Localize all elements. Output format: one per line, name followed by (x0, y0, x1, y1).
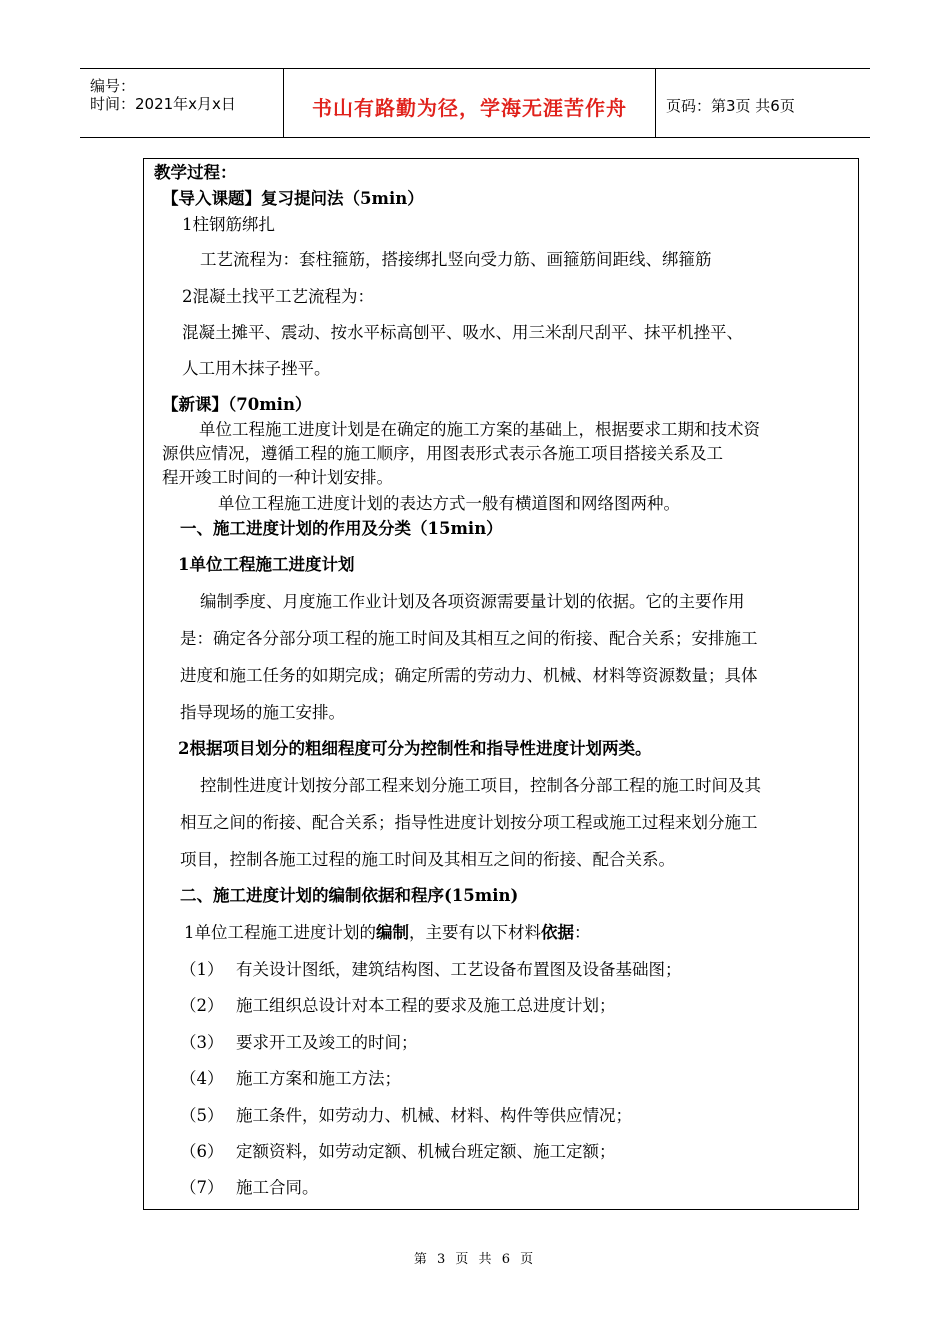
section1-p1-line4: 指导现场的施工安排。 (180, 703, 345, 722)
review-title: 【导入课题】复习提问法（5min） (162, 189, 424, 208)
section1-title: 一、施工进度计划的作用及分类（15min） (180, 519, 503, 538)
time-label: 时间：2021年x月x日 (90, 95, 236, 113)
review-item-2-text-line1: 混凝土摊平、震动、按水平标高刨平、吸水、用三米刮尺刮平、抹平机挫平、 (182, 323, 743, 342)
list-item-text: 定额资料，如劳动定额、机械台班定额、施工定额； (236, 1142, 616, 1161)
list-item-text: 施工方案和施工方法； (236, 1069, 401, 1088)
list-item-text: 施工条件，如劳动力、机械、材料、构件等供应情况； (236, 1106, 632, 1125)
section1-p1-line2: 是：确定各分部分项工程的施工时间及其相互之间的衔接、配合关系；安排施工 (180, 629, 758, 648)
list-item (180, 1178, 224, 1198)
list-item (180, 996, 224, 1016)
review-item-2: 2混凝土找平工艺流程为： (182, 287, 374, 306)
teaching-process-box (143, 158, 859, 1210)
list-item (180, 1106, 224, 1126)
section2-sub1-part-b: 编制 (376, 923, 409, 942)
section1-p2-line3: 项目，控制各施工过程的施工时间及其相互之间的衔接、配合关系。 (180, 850, 675, 869)
list-item (180, 1033, 224, 1053)
page-header (80, 68, 870, 138)
section1-p1-line3: 进度和施工任务的如期完成；确定所需的劳动力、机械、材料等资源数量；具体 (180, 666, 758, 685)
section2-sub1-part-c: ，主要有以下材料 (409, 923, 541, 942)
intro-line2: 源供应情况，遵循工程的施工顺序，用图表形式表示各施工项目搭接关系及工 (162, 444, 723, 463)
number-label: 编号： (90, 77, 136, 95)
section1-p2-line2: 相互之间的衔接、配合关系；指导性进度计划按分项工程或施工过程来划分施工 (180, 813, 758, 832)
intro-line3: 程开竣工时间的一种计划安排。 (162, 468, 393, 487)
header-meta-cell (80, 69, 284, 137)
list-item-text: 要求开工及竣工的时间； (236, 1033, 418, 1052)
list-item-number: （4） (180, 1069, 224, 1088)
review-item-2-text-line2: 人工用木抹子挫平。 (182, 359, 331, 378)
new-lesson-title: 【新课】（70min） (162, 395, 312, 414)
motto-text: 书山有路勤为径，学海无涯苦作舟 (312, 96, 627, 120)
intro-line1: 单位工程施工进度计划是在确定的施工方案的基础上，根据要求工期和技术资 (199, 420, 760, 439)
section2-sub1 (184, 923, 591, 943)
list-item (180, 960, 224, 980)
list-item-number: （3） (180, 1033, 224, 1052)
section2-sub1-part-d: 依据 (541, 923, 574, 942)
section1-sub2: 2根据项目划分的粗细程度可分为控制性和指导性进度计划两类。 (178, 739, 652, 758)
list-item-text: 施工合同。 (236, 1178, 319, 1197)
list-item-number: （6） (180, 1142, 224, 1161)
list-item-text: 有关设计图纸，建筑结构图、工艺设备布置图及设备基础图； (236, 960, 682, 979)
list-item (180, 1142, 224, 1162)
review-item-1: 1柱钢筋绑扎 (182, 215, 275, 234)
review-item-1-text: 工艺流程为：套柱箍筋，搭接绑扎竖向受力筋、画箍筋间距线、绑箍筋 (200, 250, 712, 269)
header-page-cell (656, 69, 870, 137)
section2-sub1-part-a: 1单位工程施工进度计划的 (184, 923, 376, 942)
list-item (180, 1069, 224, 1089)
list-item-number: （2） (180, 996, 224, 1015)
list-item-number: （1） (180, 960, 224, 979)
page-info: 页码：第3页 共6页 (666, 97, 795, 115)
section1-sub1: 1单位工程施工进度计划 (178, 555, 355, 574)
section2-sub1-part-e: ： (574, 923, 591, 942)
section-heading: 教学过程： (154, 163, 237, 182)
list-item-text: 施工组织总设计对本工程的要求及施工总进度计划； (236, 996, 616, 1015)
page-footer: 第 3 页 共 6 页 (413, 1252, 537, 1267)
list-item-number: （5） (180, 1106, 224, 1125)
section1-p1-line1: 编制季度、月度施工作业计划及各项资源需要量计划的依据。它的主要作用 (200, 592, 745, 611)
section1-p2-line1: 控制性进度计划按分部工程来划分施工项目，控制各分部工程的施工时间及其 (200, 776, 761, 795)
list-item-number: （7） (180, 1178, 224, 1197)
intro-line4: 单位工程施工进度计划的表达方式一般有横道图和网络图两种。 (218, 494, 680, 513)
section2-title: 二、施工进度计划的编制依据和程序(15min) (180, 886, 519, 905)
header-motto-cell (284, 69, 656, 137)
